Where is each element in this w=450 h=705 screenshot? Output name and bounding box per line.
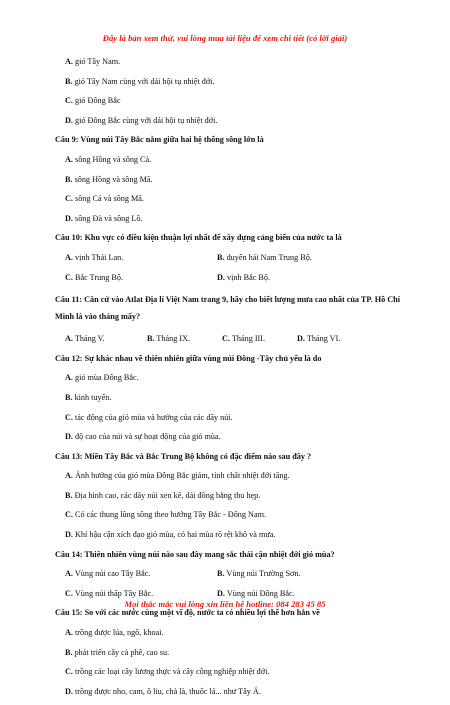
q12-option-b: B. kinh tuyến. (65, 392, 112, 402)
q9-option-c: C. sông Cả và sông Mã. (65, 194, 144, 204)
q15-option-b: B. phát triển cây cà phê, cao su. (65, 647, 170, 657)
q15-option-d: D. trồng được nho, cam, ô liu, chà là, thuốc lá... như Tây Á. (65, 686, 261, 696)
q14-options-row-1 (55, 568, 405, 588)
q9-option-d: D. sông Đà và sông Lô. (65, 213, 143, 223)
q14-option-c: C. Vùng núi thấp Tây Bắc. (65, 588, 154, 598)
q13-option-c: C. Có các thung lũng sông theo hướng Tây Bắc - Đông Nam. (65, 510, 266, 520)
question-9: Câu 9: Vùng núi Tây Bắc nằm giữa hai hệ thống sông lớn là (55, 135, 264, 145)
question-15: Câu 15: So với các nước cùng một vĩ độ, nước ta có nhiều lợi thế hơn hẳn về (55, 608, 320, 618)
question-13: Câu 13: Miền Tây Bắc và Bắc Trung Bộ không có đặc điểm nào sau đây ? (55, 451, 312, 461)
q8-option-a: A. gió Tây Nam. (65, 57, 121, 66)
q10-option-a: A. vịnh Thái Lan. (65, 252, 124, 262)
q9-option-a: A. sông Hồng và sông Cả. (65, 154, 152, 164)
q13-option-a: A. Ảnh hưởng của gió mùa Đông Bắc giảm, tính chất nhiệt đới tăng. (65, 471, 290, 481)
q13-option-d: D. Khí hậu cận xích đạo gió mùa, có hai mùa rõ rệt khô và mưa. (65, 530, 276, 540)
question-10: Câu 10: Khu vực có điều kiện thuận lợi nhất để xây dựng cảng biển của nước ta là (55, 233, 342, 243)
q15-option-a: A. trồng được lúa, ngô, khoai. (65, 628, 164, 638)
q14-option-d: D. Vùng núi Đông Bắc. (217, 588, 295, 598)
question-11: Câu 11: Căn cứ vào Atlat Địa lí Việt Nam trang 9, hãy cho biết lượng mưa cao nhất của TP. Hồ Chí Minh là vào tháng mấy? (55, 295, 400, 322)
q13-option-b: B. Địa hình cao, các dãy núi xen kẽ, dải đồng bằng thu hẹp. (65, 490, 261, 500)
question-14: Câu 14: Thiên nhiên vùng núi nào sau đây mang sắc thái cận nhiệt đới gió mùa? (55, 549, 335, 559)
q10-option-b: B. duyên hải Nam Trung Bộ. (217, 252, 312, 262)
q12-option-d: D. độ cao của núi và sự hoạt động của gió mùa. (65, 432, 221, 442)
q15-option-c: C. trồng các loại cây lương thực và cây công nghiệp nhiệt đới. (65, 667, 270, 677)
q10-options-row-1 (55, 252, 405, 272)
q8-option-c: C. gió Đông Bắc (65, 96, 121, 106)
q9-option-b: B. sông Hồng và sông Mã. (65, 174, 153, 184)
q8-option-b: B. gió Tây Nam cùng với dải hội tụ nhiệt đới. (65, 76, 215, 86)
q11-option-a: A. Tháng V. (65, 334, 105, 344)
q11-option-d: D. Tháng VI. (297, 334, 341, 344)
q12-option-c: C. tác động của gió mùa và hướng của các dãy núi. (65, 412, 233, 422)
q10-option-c: C. Bắc Trung Bộ. (65, 272, 124, 282)
q11-option-c: C. Tháng III. (222, 334, 266, 344)
q10-option-d: D. vịnh Bắc Bộ. (217, 272, 270, 282)
q14-option-b: B. Vùng núi Trường Sơn. (217, 569, 301, 579)
preview-banner: Đây là bản xem thử, vui lòng mua tài liệu để xem chi tiết (có lời giải) (102, 33, 348, 43)
q11-option-b: B. Tháng IX. (147, 334, 191, 344)
q14-option-a: A. Vùng núi cao Tây Bắc. (65, 569, 151, 579)
q12-option-a: A. gió mùa Đông Bắc. (65, 373, 139, 383)
hotline-footer: Mọi thắc mắc vui lòng xin liên hệ hotline: 084 283 45 85 (124, 599, 326, 609)
q11-options-row (55, 333, 405, 353)
q8-option-d: D. gió Đông Bắc cùng với dải hội tụ nhiệt đới. (65, 115, 218, 125)
question-12: Câu 12: Sự khác nhau về thiên nhiên giữa vùng núi Đông -Tây chủ yếu là do (55, 353, 322, 363)
q10-options-row-2 (55, 272, 405, 292)
